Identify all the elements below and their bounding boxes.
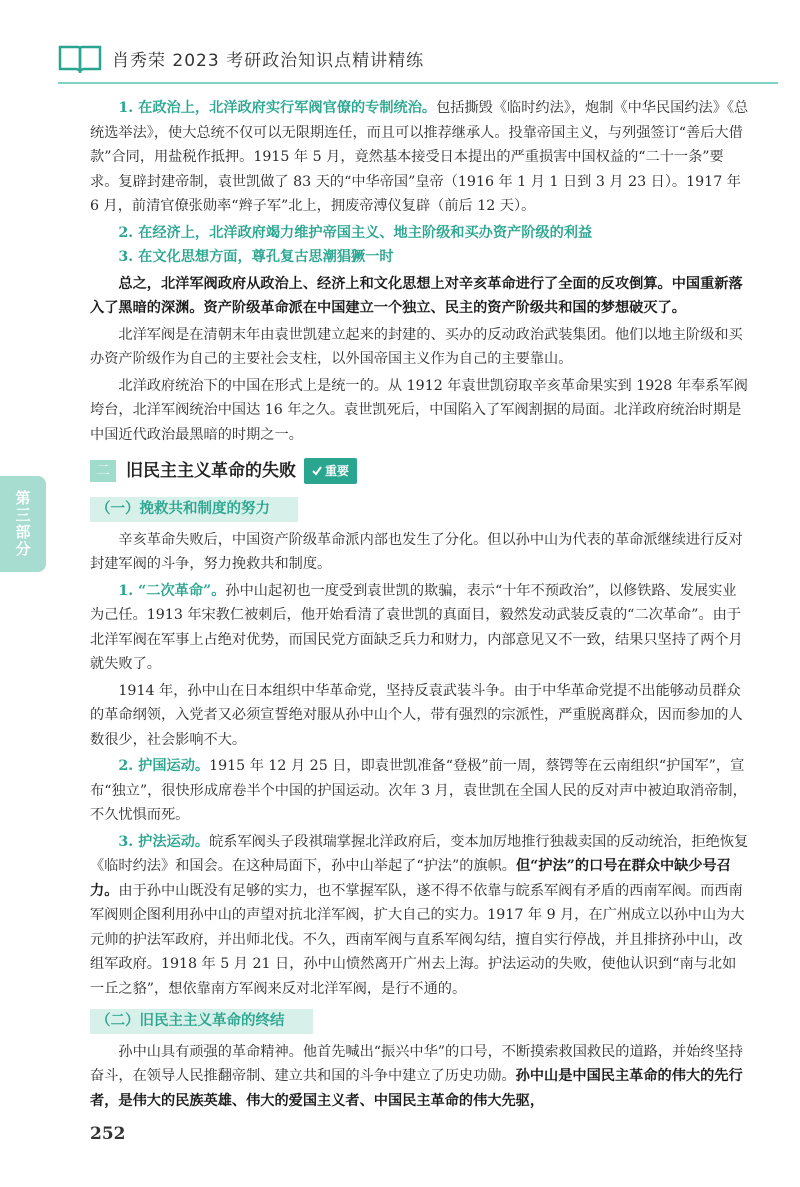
side-tab-label: 第三部分	[13, 490, 32, 558]
section-number: 二	[90, 460, 116, 482]
paragraph: 北洋政府统治下的中国在形式上是统一的。从 1912 年袁世凯窃取辛亥革命果实到 1928 年奉系军阀垮台，北洋军阀统治中国达 16 年之久。袁世凯死后，中国陷入了军阀割据的局面。北洋政府统治时期是中国近代政治最黑暗的时期之一。	[90, 377, 748, 443]
paragraph: 北洋军阀是在清朝末年由袁世凯建立起来的封建的、买办的反动政治武装集团。他们以地主阶级和买办资产阶级作为自己的主要社会支柱，以外国帝国主义作为自己的主要靠山。	[90, 326, 743, 367]
paragraph	[90, 830, 750, 1002]
open-book-icon	[58, 43, 102, 73]
header-divider	[58, 82, 778, 84]
section-heading	[90, 457, 750, 485]
paragraph-text: 由于孙中山既没有足够的实力，也不掌握军队，遂不得不依靠与皖系军阀有矛盾的西南军阀。而西南军阀则企图利用孙中山的声望对抗北洋军阀，扩大自己的实力。1917 年 9 月，在广州成立以孙中山为大元帅的护法军政府，并出师北伐。不久，西南军阀与直系军阀勾结，擅自实行停战，并且排挤孙中山，改组军政府。1918 年 5 月 21 日，孙中山愤然离开广州去上海。护法运动的失败，使他认识到“南与北如一丘之貉”，想依靠南方军阀来反对北洋军阀，是行不通的。	[90, 882, 745, 997]
point-heading: 3. 在文化思想方面，尊孔复古思潮猖獗一时	[118, 249, 394, 265]
page-content	[90, 96, 750, 1113]
paragraph	[90, 754, 750, 828]
paragraph: 1914 年，孙中山在日本组织中华革命党，坚持反袁武装斗争。由于中华革命党提不出能够动员群众的革命纲领，入党者又必须宣誓绝对服从孙中山个人，带有强烈的宗派性，严重脱离群众，因而参加的人数很少，社会影响不大。	[90, 682, 743, 748]
summary-paragraph: 总之，北洋军阀政府从政治上、经济上和文化思想上对辛亥革命进行了全面的反攻倒算。中国重新落入了黑暗的深渊。资产阶级革命派在中国建立一个独立、民主的资产阶级共和国的梦想破灭了。	[90, 275, 743, 316]
paragraph	[90, 1040, 750, 1114]
point-heading: 1. “二次革命”。	[118, 582, 226, 599]
page-header	[58, 40, 778, 76]
paragraph: 辛亥革命失败后，中国资产阶级革命派内部也发生了分化。但以孙中山为代表的革命派继续进行反对封建军阀的斗争，努力挽救共和制度。	[90, 531, 743, 572]
checkmark-icon	[312, 466, 322, 476]
sub-heading: （二）旧民主主义革命的终结	[90, 1009, 313, 1034]
badge-label: 重要	[325, 463, 350, 478]
bold-text: 但“护法”的口号在群众中缺少号召力。	[90, 858, 731, 899]
paragraph-text: 皖系军阀头子段祺瑞掌握北洋政府后，变本加厉地推行独裁卖国的反动统治，拒绝恢复《临时约法》和国会。在这种局面下，孙中山举起了“护法”的旗帜。	[90, 833, 749, 874]
paragraph-text: 孙中山具有顽强的革命精神。他首先喊出“振兴中华”的口号，不断摸索救国救民的道路，并始终坚持奋斗，在领导人民推翻帝制、建立共和国的斗争中建立了历史功勋。	[90, 1043, 743, 1084]
paragraph	[90, 579, 750, 677]
part-side-tab	[0, 476, 46, 572]
point-heading: 1. 在政治上，北洋政府实行军阀官僚的专制统治。	[118, 100, 437, 116]
paragraph-text: 包括撕毁《临时约法》，炮制《中华民国约法》《总统选举法》，使大总统不仅可以无限期连任，而且可以推荐继承人。投靠帝国主义，与列强签订“善后大借款”合同，用盐税作抵押。1915 年 5 月，竟然基本接受日本提出的严重损害中国权益的“二十一条”要求。复辟封建帝制，袁世凯做了 83 天的“中华帝国”皇帝（1916 年 1 月 1 日到 3 月 23 日）。1917 年 6 月，前清官僚张勋率“辫子军”北上，拥废帝溥仪复辟（前后 12 天）。	[90, 100, 749, 214]
header-title: 肖秀荣 2023 考研政治知识点精讲精练	[112, 50, 425, 71]
paragraph-text: 孙中山起初也一度受到袁世凯的欺骗，表示“十年不预政治”，以修铁路、发展实业为己任。1913 年宋教仁被刺后，他开始看清了袁世凯的真面目，毅然发动武装反袁的“二次革命”。由于北洋军阀在军事上占绝对优势，而国民党方面缺乏兵力和财力，内部意见又不一致，结果只坚持了两个月就失败了。	[90, 582, 743, 672]
section-title: 旧民主主义革命的失败	[126, 460, 296, 481]
point-heading: 2. 护国运动。	[118, 758, 210, 774]
point-heading: 2. 在经济上，北洋政府竭力维护帝国主义、地主阶级和买办资产阶级的利益	[118, 224, 593, 241]
paragraph	[90, 96, 750, 219]
page-number: 252	[90, 1124, 126, 1144]
paragraph-text: 1915 年 12 月 25 日，即袁世凯准备“登极”前一周，蔡锷等在云南组织“护国军”，宣布“独立”，很快形成席卷半个中国的护国运动。次年 3 月，袁世凯在全国人民的反对声中被迫取消帝制，不久忧惧而死。	[90, 758, 747, 823]
point-heading: 3. 护法运动。	[118, 833, 210, 850]
bold-text: 孙中山是中国民主革命的伟大的先行者，是伟大的民族英雄、伟大的爱国主义者、中国民主革命的伟大先驱，	[90, 1068, 743, 1109]
sub-heading: （一）挽救共和制度的努力	[90, 497, 298, 522]
importance-badge	[304, 458, 357, 485]
